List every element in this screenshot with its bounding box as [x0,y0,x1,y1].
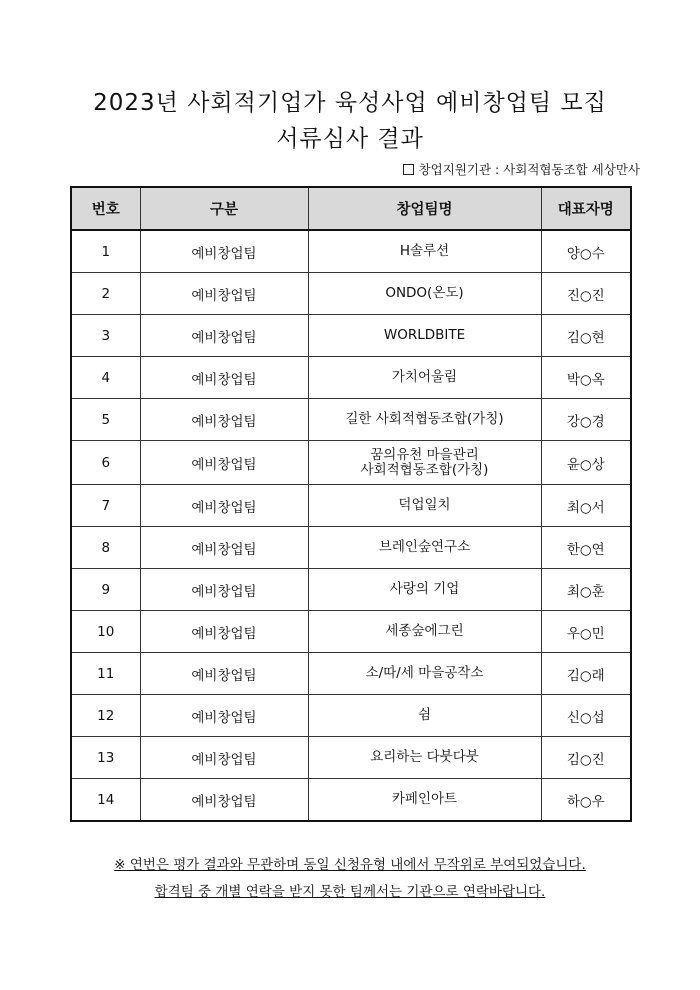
table-row [71,779,631,822]
cell-representative: 김○진 [541,737,631,779]
cell-representative: 우○민 [541,611,631,653]
cell-type: 예비창업팀 [140,779,308,822]
cell-type: 예비창업팀 [140,399,308,441]
cell-team-name: H솔루션 [308,230,541,273]
table-row [71,441,631,485]
cell-type: 예비창업팀 [140,611,308,653]
cell-team-name: 길한 사회적협동조합(가칭) [308,399,541,441]
cell-representative: 박○옥 [541,357,631,399]
cell-number: 1 [71,230,140,273]
cell-type: 예비창업팀 [140,315,308,357]
cell-type: 예비창업팀 [140,485,308,527]
results-table [70,186,632,822]
cell-team-name: 세종숲에그린 [308,611,541,653]
table-row [71,357,631,399]
cell-number: 5 [71,399,140,441]
cell-type: 예비창업팀 [140,653,308,695]
cell-type: 예비창업팀 [140,357,308,399]
cell-number: 4 [71,357,140,399]
table-row [71,399,631,441]
cell-representative: 최○훈 [541,569,631,611]
document-title-line2: 서류심사 결과 [276,126,424,152]
cell-team-name: WORLDBITE [308,315,541,357]
cell-team-name: 브레인숲연구소 [308,527,541,569]
table-header-row [71,187,631,230]
table-row [71,653,631,695]
cell-type: 예비창업팀 [140,737,308,779]
cell-representative: 최○서 [541,485,631,527]
cell-representative: 강○경 [541,399,631,441]
cell-number: 11 [71,653,140,695]
table-row [71,527,631,569]
header-representative: 대표자명 [541,187,631,230]
checkbox-square-icon [403,164,414,175]
cell-team-name: 쉼 [308,695,541,737]
support-org-label: 창업지원기관 : 사회적협동조합 세상만사 [418,162,640,177]
cell-number: 6 [71,441,140,485]
cell-number: 10 [71,611,140,653]
cell-type: 예비창업팀 [140,273,308,315]
support-org-note [403,160,640,178]
table-row [71,315,631,357]
header-number: 번호 [71,187,140,230]
cell-representative: 양○수 [541,230,631,273]
cell-representative: 하○우 [541,779,631,822]
cell-number: 12 [71,695,140,737]
cell-representative: 윤○상 [541,441,631,485]
table-row [71,569,631,611]
table-body [71,230,631,821]
table-row [71,695,631,737]
cell-number: 14 [71,779,140,822]
cell-number: 2 [71,273,140,315]
footer-notes [0,852,700,906]
cell-number: 8 [71,527,140,569]
cell-team-name: 요리하는 다붓다붓 [308,737,541,779]
cell-type: 예비창업팀 [140,695,308,737]
header-type: 구분 [140,187,308,230]
table-row [71,485,631,527]
cell-representative: 진○진 [541,273,631,315]
cell-team-name: 가치어울림 [308,357,541,399]
table-row [71,230,631,273]
cell-type: 예비창업팀 [140,230,308,273]
note-line2: 합격팀 중 개별 연락을 받지 못한 팀께서는 기관으로 연락바랍니다. [154,884,546,900]
document-title-line1: 2023년 사회적기업가 육성사업 예비창업팀 모집 [93,90,607,116]
cell-type: 예비창업팀 [140,527,308,569]
cell-representative: 한○연 [541,527,631,569]
cell-representative: 김○현 [541,315,631,357]
table-row [71,611,631,653]
note-line1: ※ 연번은 평가 결과와 무관하며 동일 신청유형 내에서 무작위로 부여되었습니다. [114,857,586,873]
cell-team-name: ONDO(온도) [308,273,541,315]
cell-representative: 김○래 [541,653,631,695]
cell-team-name: 카페인아트 [308,779,541,822]
cell-team-name: 덕업일치 [308,485,541,527]
cell-type: 예비창업팀 [140,569,308,611]
cell-number: 3 [71,315,140,357]
cell-number: 9 [71,569,140,611]
table-row [71,273,631,315]
cell-type: 예비창업팀 [140,441,308,485]
cell-team-name: 사랑의 기업 [308,569,541,611]
cell-number: 13 [71,737,140,779]
header-team-name: 창업팀명 [308,187,541,230]
cell-representative: 신○섭 [541,695,631,737]
table-row [71,737,631,779]
cell-team-name: 소/따/세 마을공작소 [308,653,541,695]
cell-number: 7 [71,485,140,527]
cell-team-name: 꿈의유천 마을관리 사회적협동조합(가칭) [308,441,541,485]
